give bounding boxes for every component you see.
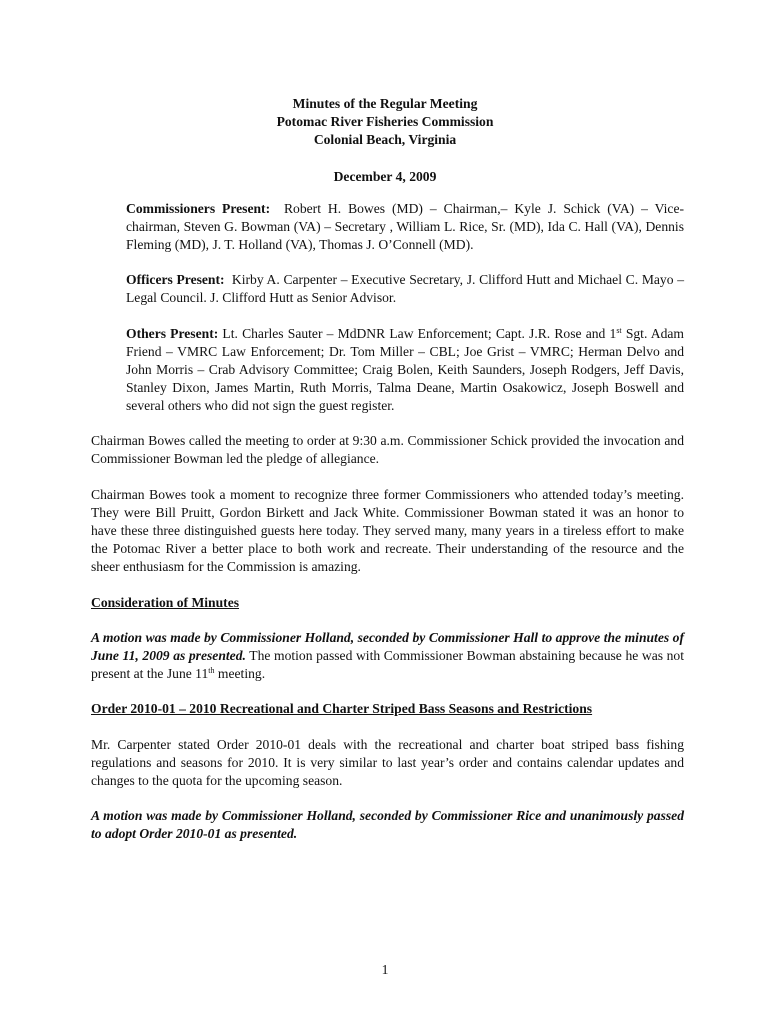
officers-present-text: Kirby A. Carpenter – Executive Secretary, J. Clifford Hutt and Michael C. Mayo – Legal Council. J. Clifford Hutt as Senior Advisor. xyxy=(126,272,685,305)
others-present-label: Others Present: xyxy=(126,326,219,341)
order-2010-01-heading xyxy=(91,700,684,718)
minutes-motion-paragraph xyxy=(91,629,684,683)
title-line-2: Potomac River Fisheries Commission xyxy=(276,114,494,129)
minutes-result-text-a: The motion passed with Commissioner Bowman abstaining because he was not present at the June 11 xyxy=(91,648,684,681)
officers-present-label: Officers Present: xyxy=(126,272,225,287)
minutes-result-text-b: meeting. xyxy=(214,666,266,681)
commissioners-present-label: Commissioners Present: xyxy=(126,201,271,216)
others-present-text-a: Lt. Charles Sauter – MdDNR Law Enforcement; Capt. J.R. Rose and 1 xyxy=(222,326,617,341)
order-heading-text: Order 2010-01 – 2010 Recreational and Charter Striped Bass Seasons and Restrictions xyxy=(91,701,593,716)
order-description-paragraph: Mr. Carpenter stated Order 2010-01 deals with the recreational and charter boat striped bass fishing regulations and seasons for 2010. It is very similar to last year’s order and contains calendar updates and changes to the quota for the upcoming season. xyxy=(91,737,684,788)
officers-present-paragraph xyxy=(126,271,684,307)
recognition-paragraph: Chairman Bowes took a moment to recognize three former Commissioners who attended today’s meeting. They were Bill Pruitt, Gordon Birkett and Jack White. Commissioner Bowman stated it was an honor to have these three distinguished guests here today. They served many, many years in a tireless effort to make the Potomac River a better place to both work and recreate. Their understanding of the resource and the sheer enthusiasm for the Commission is amazing. xyxy=(91,487,684,574)
others-present-text-b: Sgt. Adam Friend – VMRC Law Enforcement; Dr. Tom Miller – CBL; Joe Grist – VMRC; Herman Delvo and John Morris – Crab Advisory Committee; Craig Bolen, Keith Saunders, Joseph Rodgers, Jeff Davis, Stanley Dixon, James Martin, Ruth Morris, Talma Deane, Martin Osakowicz, Joseph Boswell and several others who did not sign the guest register. xyxy=(126,326,684,413)
commissioners-present-text: Robert H. Bowes (MD) – Chairman,– Kyle J. Schick (VA) – Vice-chairman, Steven G. Bowman (VA) – Secretary , William L. Rice, Sr. (MD), Ida C. Hall (VA), Dennis Fleming (MD), J. T. Holland (VA), Thomas J. O’Connell (MD). xyxy=(126,201,684,252)
others-present-superscript: st xyxy=(616,326,622,335)
others-present-paragraph xyxy=(126,325,684,415)
title-line-1: Minutes of the Regular Meeting xyxy=(292,96,478,111)
minutes-motion-text: A motion was made by Commissioner Holland, seconded by Commissioner Hall to approve the minutes of June 11, 2009 as presented. xyxy=(91,630,684,663)
consideration-of-minutes-heading xyxy=(91,594,684,612)
document-title-block xyxy=(0,95,770,149)
order-motion-text: A motion was made by Commissioner Holland, seconded by Commissioner Rice and unanimously passed to adopt Order 2010-01 as presented. xyxy=(91,808,684,841)
call-to-order-paragraph: Chairman Bowes called the meeting to order at 9:30 a.m. Commissioner Schick provided the invocation and Commissioner Bowman led the pledge of allegiance. xyxy=(91,433,684,466)
minutes-result-superscript: th xyxy=(208,666,215,675)
title-line-3: Colonial Beach, Virginia xyxy=(313,132,457,147)
meeting-date: December 4, 2009 xyxy=(333,169,437,184)
order-motion-paragraph xyxy=(91,807,684,843)
minutes-heading-text: Consideration of Minutes xyxy=(91,595,240,610)
page-number: 1 xyxy=(381,962,389,977)
commissioners-present-paragraph xyxy=(126,200,684,254)
